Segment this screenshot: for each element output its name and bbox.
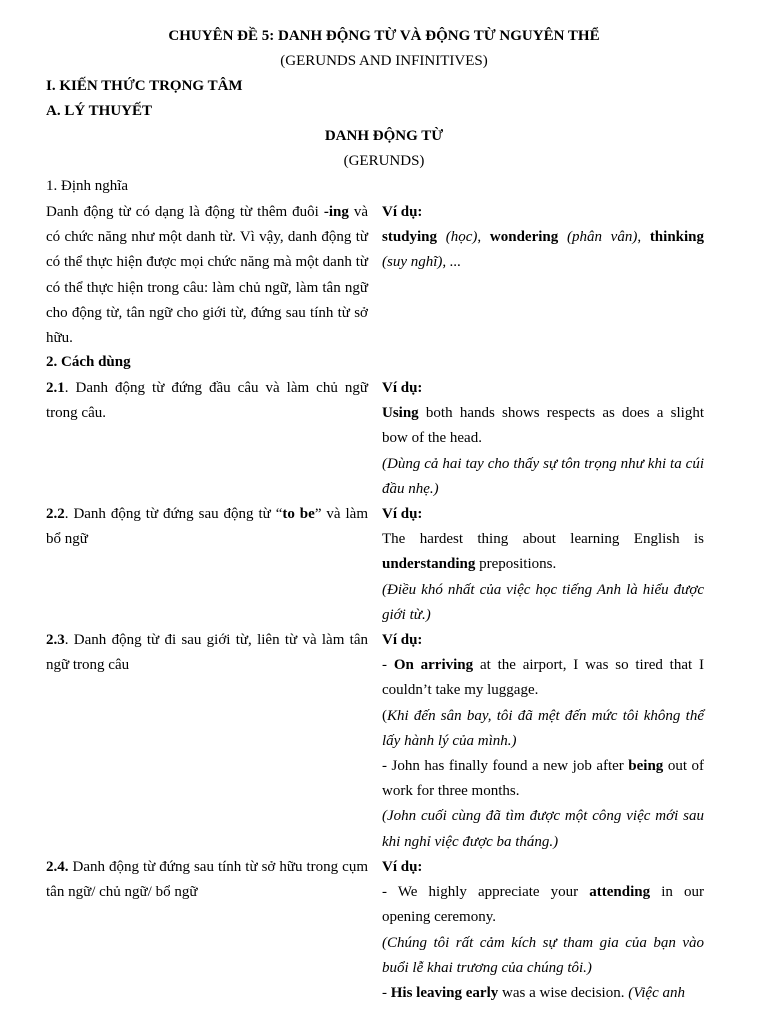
- example-word: wondering: [489, 229, 559, 246]
- usage-number: 2.2: [46, 506, 65, 522]
- usage-description: [46, 855, 368, 905]
- example-meaning: (học): [437, 229, 478, 246]
- definition-text-part: Danh động từ có dạng là động từ thêm đuôi: [46, 204, 324, 220]
- example-sentence: in our opening ceremony.: [382, 884, 704, 926]
- example-label: Ví dụ:: [382, 380, 423, 396]
- example-sentence: both hands shows respects as does a slight bow of the head.: [382, 405, 704, 447]
- example-translation: (Chúng tôi rất cảm kích sự tham gia của bạn vào buổi lễ khai trương của chúng tôi.): [382, 934, 704, 976]
- example-keyword: being: [628, 758, 664, 775]
- example-separator: ,: [477, 229, 490, 246]
- usage-heading: 2. Cách dùng: [46, 354, 131, 370]
- example-translation: (John cuối cùng đã tìm được một công việc mới sau khi nghỉ việc được ba tháng.): [382, 808, 704, 850]
- example-meaning: (phân vân): [558, 229, 638, 246]
- definition-text: [46, 200, 368, 351]
- section-heading-a: A. LÝ THUYẾT: [46, 103, 152, 119]
- example-sentence: was a wise decision.: [498, 985, 629, 1002]
- example-translation: (Dùng cả hai tay cho thấy sự tôn trọng như khi ta cúi đầu nhẹ.): [382, 455, 704, 497]
- example-sentence: prepositions.: [475, 556, 557, 573]
- usage-description: [46, 376, 368, 426]
- example-label: Ví dụ:: [382, 506, 423, 522]
- document-subtitle: (GERUNDS AND INFINITIVES): [280, 53, 488, 69]
- usage-example: [382, 502, 704, 628]
- example-keyword: understanding: [382, 556, 476, 573]
- example-paren: (: [382, 707, 387, 724]
- example-label: Ví dụ:: [382, 632, 423, 648]
- usage-number: 2.1: [46, 380, 65, 396]
- definition-example: [382, 200, 704, 276]
- usage-text: ” và làm bổ ngữ: [46, 506, 368, 548]
- example-word: studying: [382, 229, 438, 246]
- example-sentence: The hardest thing about learning English is: [382, 531, 704, 548]
- usage-example: [382, 376, 704, 502]
- topic-subtitle: (GERUNDS): [343, 153, 425, 169]
- usage-example: [382, 855, 704, 1006]
- example-keyword: Using: [382, 405, 419, 422]
- example-label: Ví dụ:: [382, 204, 423, 220]
- example-label: Ví dụ:: [382, 859, 423, 875]
- example-word: thinking: [649, 229, 705, 246]
- usage-description: [46, 628, 368, 678]
- usage-text: . Danh động từ đứng đầu câu và làm chủ ngữ trong câu.: [46, 380, 368, 422]
- section-heading-1: I. KIẾN THỨC TRỌNG TÂM: [46, 78, 243, 94]
- usage-number: 2.4.: [46, 859, 69, 875]
- example-sentence: out of work for three months.: [382, 758, 704, 800]
- example-meaning: (suy nghĩ), ...: [382, 254, 462, 271]
- usage-text: Danh động từ đứng sau tính từ sở hữu trong cụm tân ngữ/ chủ ngữ/ bổ ngữ: [46, 859, 368, 901]
- usage-number: 2.3: [46, 632, 65, 648]
- usage-description: [46, 502, 368, 552]
- example-keyword: attending: [589, 884, 651, 901]
- example-translation: Khi đến sân bay, tôi đã mệt đến mức tôi không thể lấy hành lý của mình.): [382, 707, 704, 749]
- usage-text: . Danh động từ đứng sau động từ “: [64, 506, 283, 522]
- example-sentence: - We highly appreciate your: [382, 884, 590, 901]
- definition-text-part: và có chức năng như một danh từ. Vì vậy, danh động từ có thể thực hiện được mọi chức năng mà một danh từ có thể thực hiện trong câu: làm chủ ngữ, làm tân ngữ cho động từ, tân ngữ cho giới từ, đứng sau tính từ sở hữu.: [46, 204, 368, 347]
- topic-title: DANH ĐỘNG TỪ: [324, 128, 444, 144]
- example-separator: ,: [637, 229, 650, 246]
- example-sentence: - John has finally found a new job after: [382, 758, 629, 775]
- definition-heading: 1. Định nghĩa: [46, 178, 129, 194]
- document-title: CHUYÊN ĐỀ 5: DANH ĐỘNG TỪ VÀ ĐỘNG TỪ NGUYÊN THỂ: [168, 28, 600, 44]
- definition-ing-keyword: -ing: [323, 204, 349, 220]
- example-sentence: at the airport, I was so tired that I couldn’t take my luggage.: [382, 657, 704, 699]
- usage-example: [382, 628, 704, 855]
- usage-keyword: to be: [282, 506, 315, 522]
- example-translation: (Việc anh: [628, 985, 685, 1002]
- usage-text: . Danh động từ đi sau giới từ, liên từ và làm tân ngữ trong câu: [46, 632, 368, 674]
- example-keyword: On arriving: [393, 657, 474, 674]
- example-translation: (Điều khó nhất của việc học tiếng Anh là hiểu được giới từ.): [382, 581, 704, 623]
- example-keyword: His leaving early: [390, 985, 499, 1002]
- example-bullet: -: [382, 985, 391, 1002]
- example-bullet: -: [382, 657, 394, 674]
